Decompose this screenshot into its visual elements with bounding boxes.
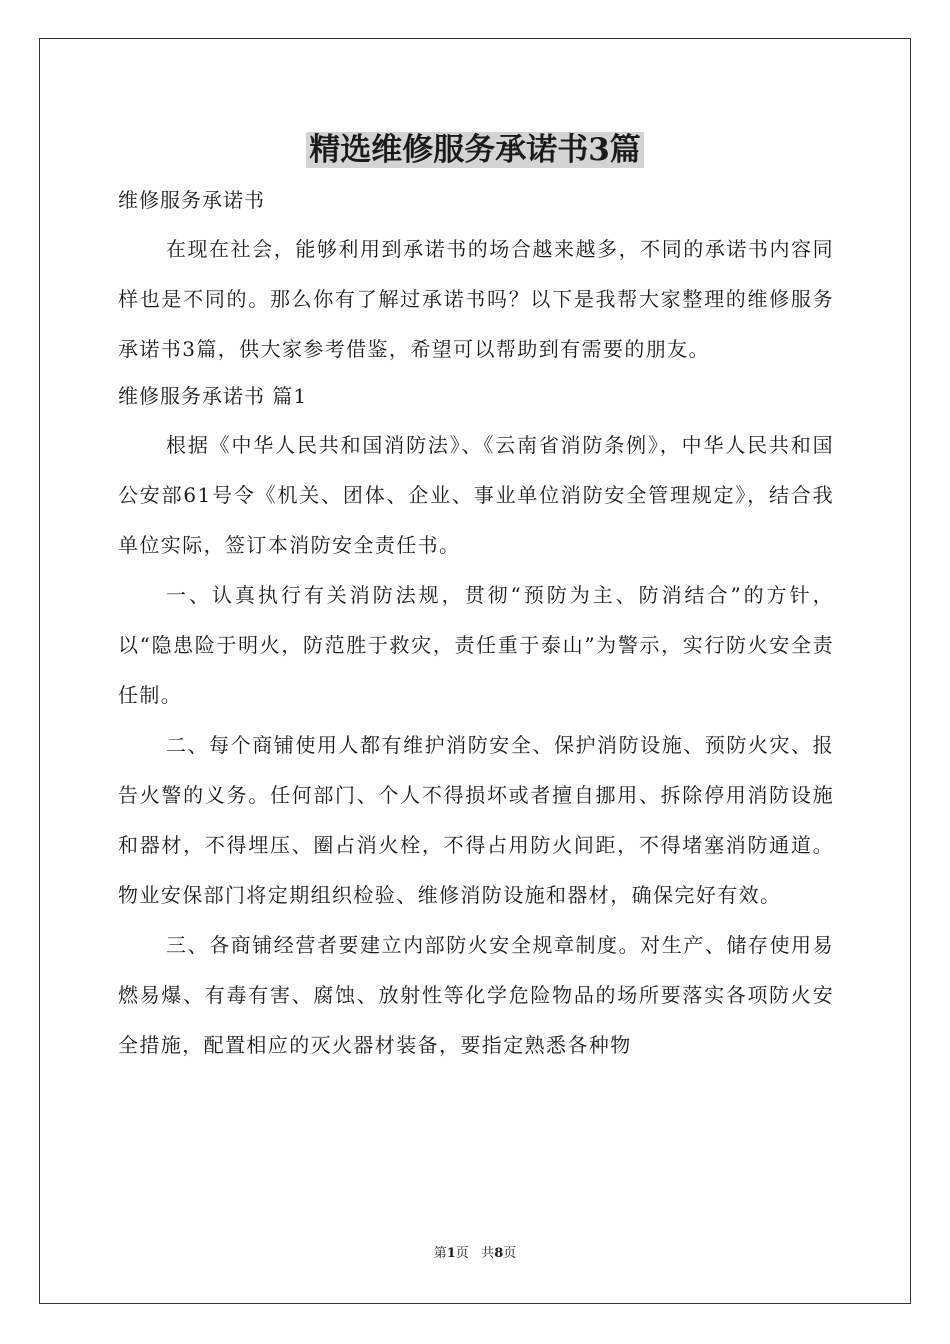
- footer-prefix: 第: [433, 1246, 447, 1261]
- page-number-footer: [0, 1245, 950, 1263]
- document-title-text: 精选维修服务承诺书3篇: [306, 132, 644, 168]
- body-paragraph-4: 三、各商铺经营者要建立内部防火安全规章制度。对生产、储存使用易燃易爆、有毒有害、腐蚀、放射性等化学危险物品的场所要落实各项防火安全措施，配置相应的灭火器材装备，要指定熟悉各种物: [118, 933, 834, 1057]
- body-paragraph-2: 一、认真执行有关消防法规，贯彻“预防为主、防消结合”的方针，以“隐患险于明火，防范胜于救灾，责任重于泰山”为警示，实行防火安全责任制。: [118, 583, 834, 707]
- section-heading: 维修服务承诺书 篇1: [118, 384, 308, 408]
- document-subtitle: 维修服务承诺书: [118, 188, 265, 212]
- intro-paragraph: 在现在社会，能够利用到承诺书的场合越来越多，不同的承诺书内容同样也是不同的。那么你有了解过承诺书吗？以下是我帮大家整理的维修服务承诺书3篇，供大家参考借鉴，希望可以帮助到有需要的朋友。: [118, 237, 834, 361]
- document-body: [118, 180, 834, 1070]
- footer-total-pages: 8: [494, 1246, 504, 1261]
- footer-suffix: 页: [503, 1246, 517, 1261]
- body-paragraph-3: 二、每个商铺使用人都有维护消防安全、保护消防设施、预防火灾、报告火警的义务。任何部门、个人不得损坏或者擅自挪用、拆除停用消防设施和器材，不得埋压、圈占消火栓，不得占用防火间距，不得堵塞消防通道。物业安保部门将定期组织检验、维修消防设施和器材，确保完好有效。: [118, 733, 834, 907]
- body-paragraph-1: 根据《中华人民共和国消防法》、《云南省消防条例》，中华人民共和国公安部61号令《机关、团体、企业、事业单位消防安全管理规定》，结合我单位实际，签订本消防安全责任书。: [118, 433, 834, 557]
- footer-mid: 页 共: [455, 1246, 495, 1261]
- document-title: [0, 126, 950, 174]
- footer-current-page: 1: [446, 1246, 456, 1261]
